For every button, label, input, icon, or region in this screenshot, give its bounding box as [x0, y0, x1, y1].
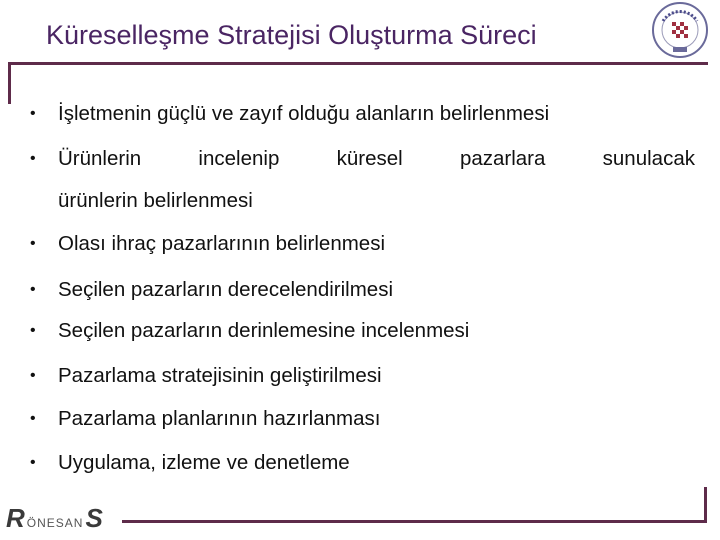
- title-frame-left: [8, 62, 11, 104]
- list-item-text-line2: ürünlerin belirlenmesi: [58, 189, 253, 212]
- footer-frame-right: [704, 487, 707, 523]
- ronesans-logo: [6, 503, 103, 531]
- academy-seal-logo: [651, 1, 709, 59]
- word: küresel: [336, 147, 403, 170]
- title-underline: [8, 62, 708, 65]
- page-title: Küreselleşme Stratejisi Oluşturma Süreci: [46, 20, 537, 50]
- bullet-marker: •: [30, 367, 36, 384]
- list-item-text: Pazarlama planlarının hazırlanması: [58, 407, 381, 430]
- logo-middle: ÖNESAN: [26, 516, 84, 530]
- list-item-text: İşletmenin güçlü ve zayıf olduğu alanların belirlenmesi: [58, 102, 550, 125]
- bullet-marker: •: [30, 105, 36, 122]
- list-item-text-line1: [58, 147, 695, 171]
- logo-initial: R: [6, 503, 25, 533]
- list-item-text: Seçilen pazarların derinlemesine incelenmesi: [58, 319, 470, 342]
- list-item-text: Olası ihraç pazarlarının belirlenmesi: [58, 232, 385, 255]
- bullet-marker: •: [30, 150, 36, 167]
- bullet-marker: •: [30, 322, 36, 339]
- footer-line: [122, 520, 707, 523]
- bullet-marker: •: [30, 281, 36, 298]
- list-item-text: Pazarlama stratejisinin geliştirilmesi: [58, 364, 382, 387]
- list-item-text: Seçilen pazarların derecelendirilmesi: [58, 278, 393, 301]
- logo-final: S: [85, 503, 103, 533]
- bullet-marker: •: [30, 454, 36, 471]
- word: sunulacak: [602, 147, 695, 170]
- word: incelenip: [198, 147, 280, 170]
- word: pazarlara: [459, 147, 546, 170]
- bullet-marker: •: [30, 410, 36, 427]
- bullet-marker: •: [30, 235, 36, 252]
- word: Ürünlerin: [58, 147, 142, 170]
- list-item-text: Uygulama, izleme ve denetleme: [58, 451, 350, 474]
